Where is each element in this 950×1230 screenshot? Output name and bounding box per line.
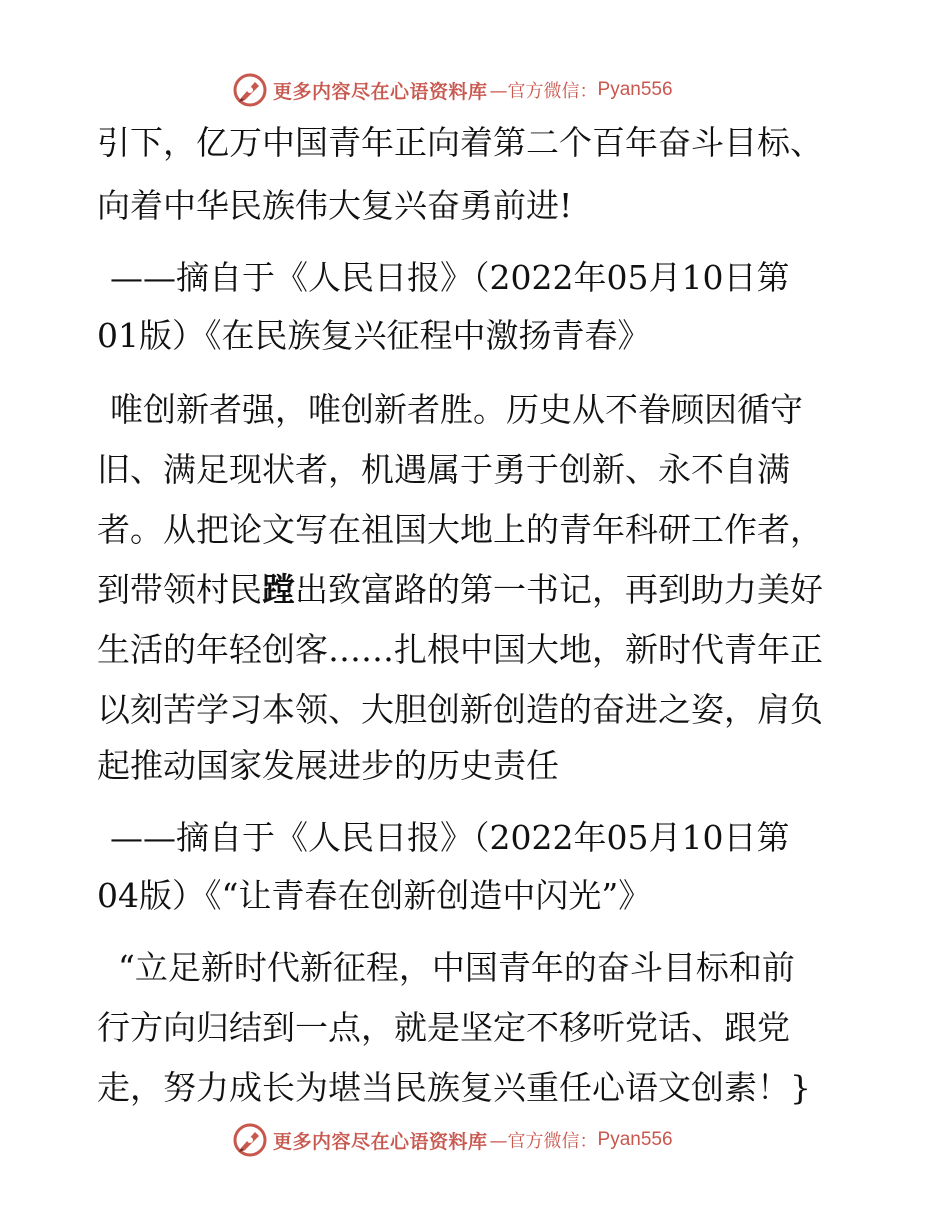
pen-logo-icon — [233, 73, 267, 107]
body-line: 向着中华民族伟大复兴奋勇前进! — [97, 186, 573, 225]
body-line: 走，努力成长为堪当民族复兴重任心语文创素！} — [97, 1068, 811, 1107]
body-line: 唯创新者强，唯创新者胜。历史从不眷顾因循守 — [110, 390, 803, 429]
citation-line: 01版）《在民族复兴征程中激扬青春》 — [97, 316, 651, 355]
highlighted-character: 蹚 — [262, 570, 295, 609]
body-line: 旧、满足现状者，机遇属于勇于创新、永不自满 — [97, 450, 790, 489]
citation-line: ——摘自于《人民日报》（2022年05月10日第 — [110, 258, 790, 297]
body-line — [97, 570, 823, 610]
body-line: 引下，亿万中国青年正向着第二个百年奋斗目标、 — [97, 123, 823, 162]
body-text-segment: 出致富路的第一书记，再到助力美好 — [295, 570, 823, 609]
watermark-main-text: 更多内容尽在心语资料库 — [273, 80, 488, 103]
body-line: “立足新时代新征程，中国青年的奋斗目标和前 — [118, 948, 795, 987]
citation-line: 04版）《“让青春在创新创造中闪光”》 — [97, 876, 652, 915]
watermark-header — [233, 70, 673, 110]
watermark-wechat-id: Pyan556 — [597, 79, 673, 100]
body-line: 以刻苦学习本领、大胆创新创造的奋进之姿，肩负 — [97, 690, 823, 729]
watermark-main-text: 更多内容尽在心语资料库 — [273, 1130, 488, 1153]
body-line: 者。从把论文写在祖国大地上的青年科研工作者， — [97, 510, 823, 549]
watermark-footer — [233, 1120, 673, 1160]
body-line: 生活的年轻创客……扎根中国大地，新时代青年正 — [97, 630, 823, 669]
citation-line: ——摘自于《人民日报》（2022年05月10日第 — [110, 818, 790, 857]
watermark-sub-text: —官方微信： — [489, 1131, 598, 1152]
body-text-segment: 到带领村民 — [97, 570, 262, 609]
watermark-wechat-id: Pyan556 — [597, 1129, 673, 1150]
body-line: 行方向归结到一点，就是坚定不移听党话、跟党 — [97, 1008, 790, 1047]
body-line: 起推动国家发展进步的历史责任 — [97, 746, 559, 785]
watermark-sub-text: —官方微信： — [489, 81, 598, 102]
pen-logo-icon — [233, 1123, 267, 1157]
